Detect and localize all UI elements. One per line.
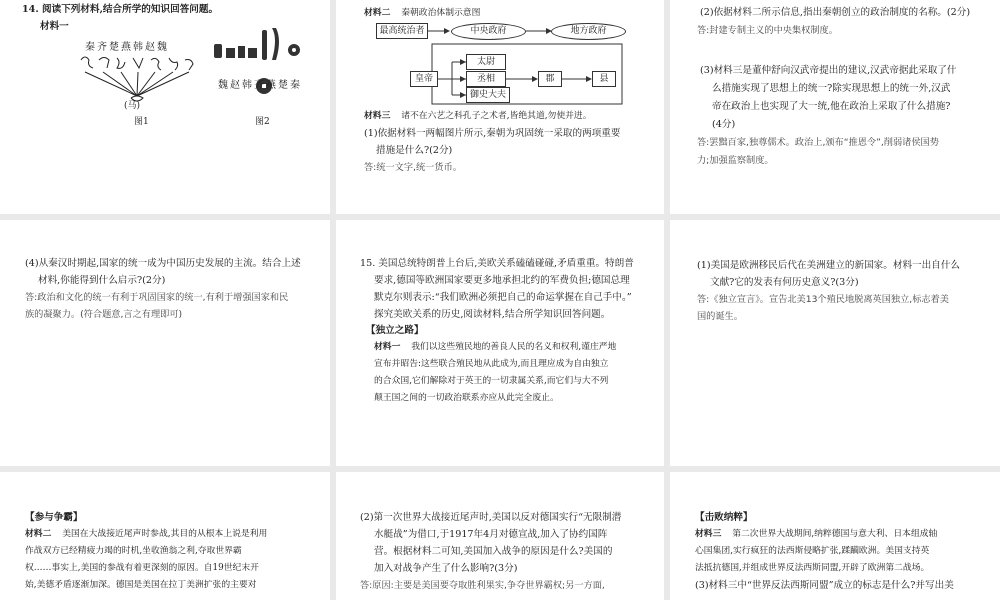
answer-1: 答:统一文字,统一货币。 (364, 162, 462, 173)
answer-3-line2: 力;加强监察制度。 (697, 155, 774, 166)
material3b-line2: 心国集团,实行疯狂的法西斯侵略扩张,蹂躏欧洲。美国支持英 (695, 546, 930, 556)
answer-3-line1: 答:罢黜百家,独尊儒术。政治上,颁布“推恩令”,削弱诸侯国势 (697, 137, 939, 148)
answer-15-1-line2: 国的诞生。 (697, 311, 743, 322)
question-3-line4: (4分) (712, 119, 736, 130)
material2b-label: 材料二 (25, 529, 52, 539)
material2-label: 材料二 (364, 8, 391, 18)
question-1-line1: (1)依据材料一两幅图片所示,秦朝为巩固统一采取的两项重要 (364, 128, 621, 139)
panel-hegemony (0, 472, 330, 600)
material2b-text1: 美国在大战接近尾声时参战,其目的从根本上说是利用 (62, 529, 268, 539)
diagram-chengxiang-box: 丞相 (466, 71, 506, 87)
material1-line3: 的合众国,它们解除对于英王的一切隶属关系,而它们与大不列 (374, 376, 609, 386)
question-15-line3: 默克尔则表示:“我们欧洲必须把自己的命运掌握在自己手中。” (374, 292, 632, 303)
question-15-2-line1: (2)第一次世界大战接近尾声时,美国以反对德国实行“无限制潜 (360, 512, 622, 523)
question-15-3-line1: (3)材料三中“世界反法西斯同盟”成立的标志是什么?并写出美 (695, 580, 954, 591)
question-15-2-line4: 加入对战争产生了什么影响?(3分) (374, 563, 518, 574)
diagram-local-gov-oval: 地方政府 (551, 23, 626, 40)
material1-line4: 颠王国之间的一切政治联系亦应从此完全废止。 (374, 393, 559, 403)
material3-label: 材料三 (364, 111, 391, 121)
diagram-central-gov-oval: 中央政府 (451, 23, 526, 40)
diagram-emperor-box: 皇帝 (410, 71, 438, 87)
panel-q4 (0, 220, 330, 466)
answer-15-1-line1: 答:《独立宣言》。宣告北美13个殖民地脱离英国独立,标志着美 (697, 294, 949, 305)
question-15-line2: 要求,德国等欧洲国家要更多地承担北约的军费负担;德国总理 (374, 275, 630, 286)
fig1-state-names: 秦齐楚燕韩赵魏 (85, 42, 169, 53)
answer-4-line2: 族的凝聚力。(符合题意,言之有理即可) (25, 309, 183, 320)
diagram-yushi-box: 御史大夫 (466, 87, 510, 103)
material2b-line2: 作战双方已经精疲力竭的时机,坐收渔翁之利,夺取世界霸 (25, 546, 242, 556)
answer-2: 答:封建专制主义的中央集权制度。 (697, 25, 838, 36)
material3-text: 诸不在六艺之科孔子之术者,皆绝其道,勿使并进。 (401, 111, 592, 121)
question-15-1-line2: 文献?它的发表有何历史意义?(3分) (710, 277, 859, 288)
diagram-taiwei-box: 太尉 (466, 54, 506, 70)
question-15-line1: 15. 美国总统特朗普上台后,美欧关系磕磕碰碰,矛盾重重。特朗普 (360, 258, 634, 269)
material1-text1: 我们以这些殖民地的善良人民的名义和权利,谨庄严地 (411, 342, 617, 352)
question-15-line4: 探究美欧关系的历史,阅读材料,结合所学知识回答问题。 (374, 309, 611, 320)
diagram-top-ruler-box: 最高统治者 (376, 23, 428, 39)
material3b-text1: 第二次世界大战期间,纳粹德国与意大利、日本组成轴 (732, 529, 938, 539)
question-15-2-line3: 营。根据材料二可知,美国加入战争的原因是什么?美国的 (374, 546, 613, 557)
panel-q15-2 (336, 472, 664, 600)
question-15-1-line1: (1)美国是欧洲移民后代在美洲建立的新国家。材料一出自什么 (697, 260, 961, 271)
diagram-xian-box: 县 (592, 71, 616, 87)
question-2: (2)依据材料二所示信息,指出秦朝创立的政治制度的名称。(2分) (700, 7, 971, 18)
material2b-line3: 权……事实上,美国的参战有着更深刻的原因。自19世纪末开 (25, 563, 259, 573)
fig2-caption: 图2 (255, 117, 270, 127)
material1-label: 材料一 (374, 342, 401, 352)
material3b-label: 材料三 (695, 529, 722, 539)
panel-q15 (336, 220, 664, 466)
question-3-line1: (3)材料三是董仲舒向汉武帝提出的建议,汉武帝据此采取了什 (700, 65, 957, 76)
question-3-line2: 么措施实现了思想上的统一?除实现思想上的统一外,汉武 (712, 83, 951, 94)
material1-label: 材料一 (40, 21, 69, 32)
material1-line2: 宣布并昭告:这些联合殖民地从此成为,而且理应成为自由独立 (374, 359, 609, 369)
fig2-state-names: 魏赵韩齐燕楚秦 (218, 80, 302, 91)
panel-q14-material1 (0, 0, 330, 214)
section-independence-heading: 【独立之路】 (366, 325, 424, 336)
panel-q15-1 (670, 220, 1000, 466)
fig1-note: (马) (124, 101, 141, 111)
question-3-line3: 帝在政治上也实现了大一统,他在政治上采取了什么措施? (712, 101, 951, 112)
fig1-caption: 图1 (134, 117, 149, 127)
diagram-jun-box: 郡 (538, 71, 562, 87)
question-15-2-line2: 水艇战”为借口,于1917年4月对德宣战,加入了协约国阵 (374, 529, 608, 540)
question-1-line2: 措施是什么?(2分) (376, 145, 453, 156)
question-4-line2: 材料,你能得到什么启示?(2分) (38, 275, 166, 286)
section-hegemony-heading: 【参与争霸】 (25, 512, 83, 523)
material2-title: 秦朝政治体制示意图 (401, 8, 481, 18)
panel-material2-3 (336, 0, 664, 214)
material3b-line3: 法抵抗德国,并组成世界反法西斯同盟,开辟了欧洲第二战场。 (695, 563, 930, 573)
panel-q2-q3 (670, 0, 1000, 214)
panel-defeat-nazi (670, 472, 1000, 600)
question-14-title: 14. 阅读下列材料,结合所学的知识回答问题。 (22, 4, 219, 15)
question-4-line1: (4)从秦汉时期起,国家的统一成为中国历史发展的主流。结合上述 (25, 258, 301, 269)
material2b-line4: 始,美德矛盾逐渐加深。德国是美国在拉丁美洲扩张的主要对 (25, 580, 257, 590)
answer-4-line1: 答:政治和文化的统一有利于巩固国家的统一,有利于增强国家和民 (25, 292, 289, 303)
section-defeat-nazi-heading: 【击败纳粹】 (695, 512, 753, 523)
answer-15-2-line1: 答:原因:主要是美国要夺取胜利果实,争夺世界霸权;另一方面, (360, 580, 605, 591)
